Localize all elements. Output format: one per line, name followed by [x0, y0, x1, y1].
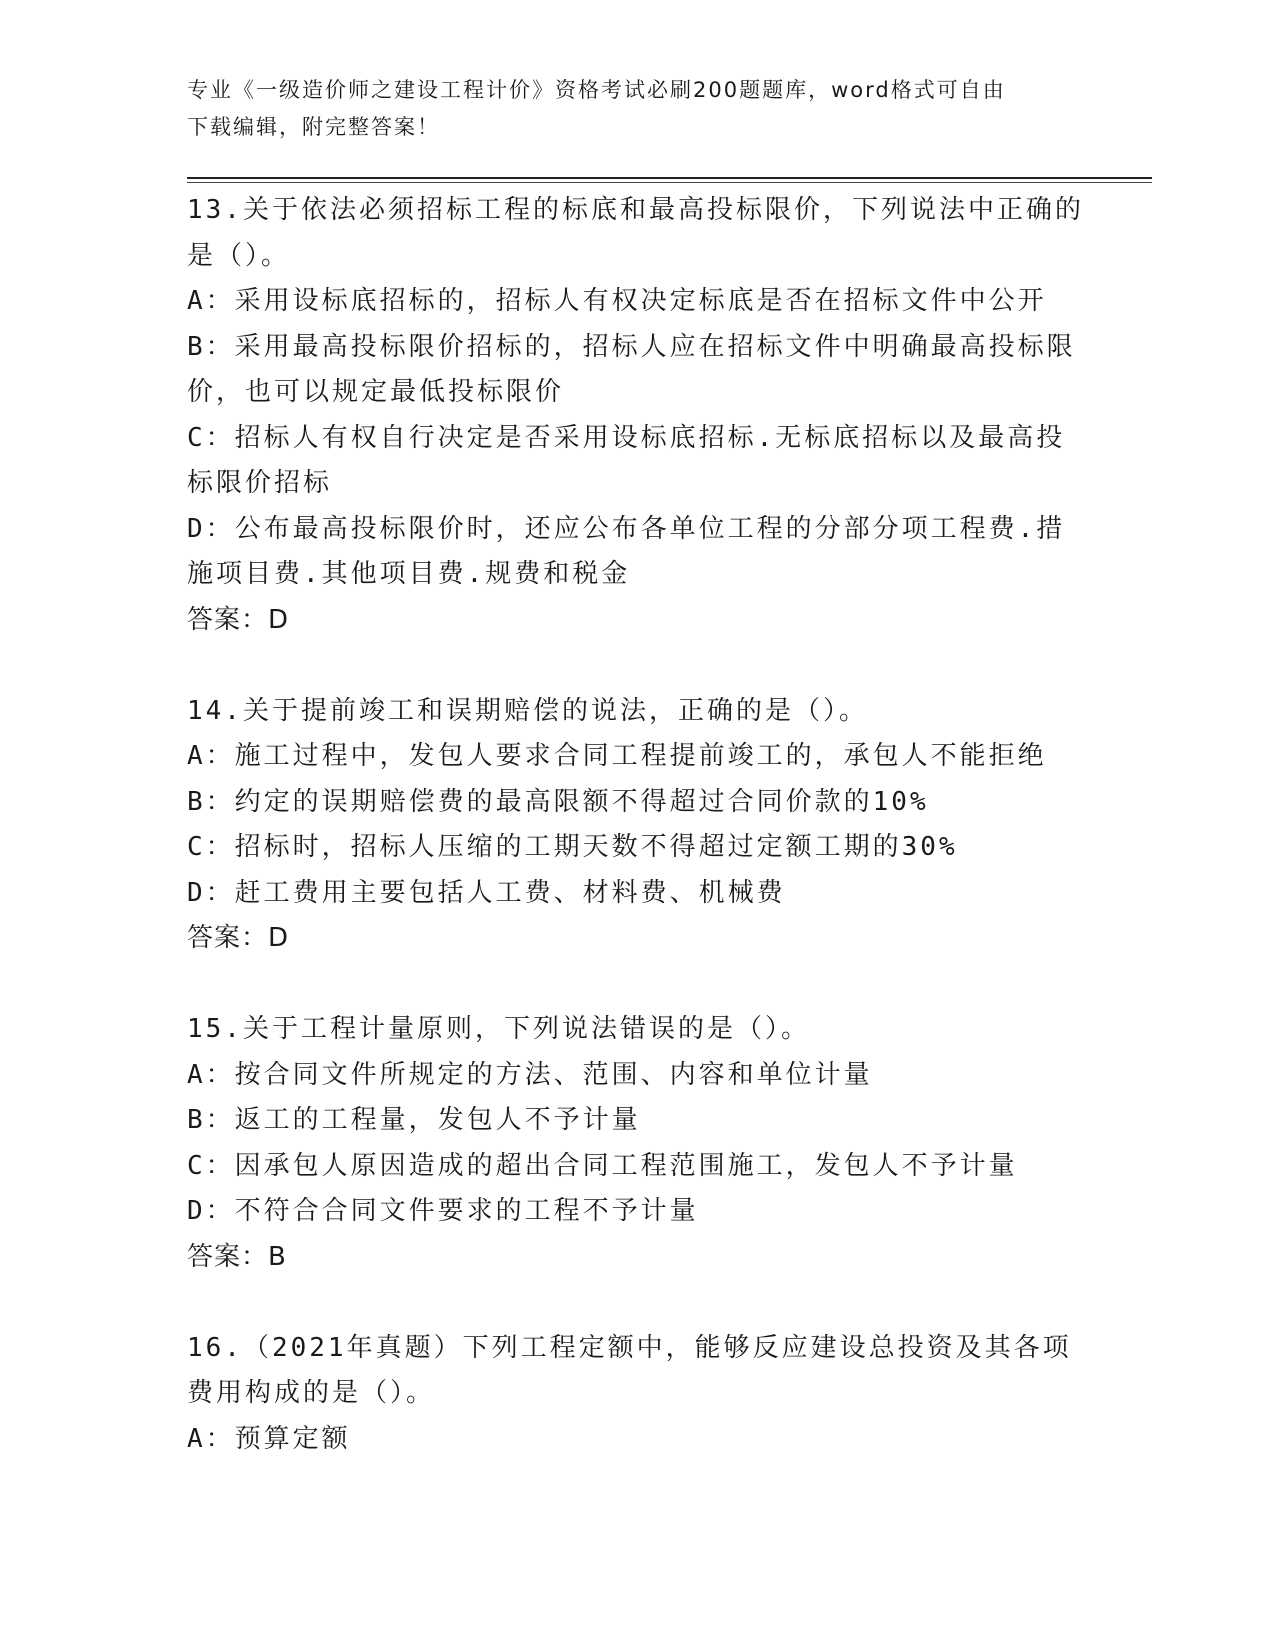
option-d: D：赶工费用主要包括人工费、材料费、机械费	[187, 877, 786, 908]
document-header	[187, 72, 1087, 146]
question-stem: 14.关于提前竣工和误期赔偿的说法，正确的是（）。	[187, 695, 868, 726]
option-b: B：约定的误期赔偿费的最高限额不得超过合同价款的10%	[187, 786, 929, 817]
option-a: A：预算定额	[187, 1423, 351, 1454]
option-c: C：招标人有权自行决定是否采用设标底招标.无标底招标以及最高投标限价招标	[187, 422, 1066, 498]
question-15	[187, 1007, 1087, 1280]
question-spacer	[187, 962, 1087, 1008]
header-intro-line-2: 下载编辑，附完整答案！	[187, 115, 440, 139]
option-d: D：不符合合同文件要求的工程不予计量	[187, 1196, 699, 1226]
question-stem: 13.关于依法必须招标工程的标底和最高投标限价，下列说法中正确的是（）。	[187, 195, 1084, 271]
option-a: A：采用设标底招标的，招标人有权决定标底是否在招标文件中公开	[187, 286, 1047, 316]
question-list	[187, 188, 1087, 1462]
question-stem: 15.关于工程计量原则，下列说法错误的是（）。	[187, 1014, 810, 1044]
option-a: A：施工过程中，发包人要求合同工程提前竣工的，承包人不能拒绝	[187, 741, 1047, 771]
answer-label: 答案：D	[187, 604, 290, 635]
question-16	[187, 1326, 1087, 1463]
question-spacer	[187, 643, 1087, 689]
option-a: A：按合同文件所规定的方法、范围、内容和单位计量	[187, 1059, 873, 1090]
question-spacer	[187, 1280, 1087, 1326]
option-b: B：采用最高投标限价招标的，招标人应在招标文件中明确最高投标限价，也可以规定最低投标限价	[187, 331, 1076, 407]
header-intro-line-1: 专业《一级造价师之建设工程计价》资格考试必刷200题题库，word格式可自由	[187, 78, 1006, 102]
answer-label: 答案：D	[187, 923, 290, 953]
answer-label: 答案：B	[187, 1241, 287, 1272]
option-c: C：因承包人原因造成的超出合同工程范围施工，发包人不予计量	[187, 1150, 1018, 1181]
option-c: C：招标时，招标人压缩的工期天数不得超过定额工期的30%	[187, 832, 958, 862]
header-divider-thick	[187, 177, 1152, 179]
option-b: B：返工的工程量，发包人不予计量	[187, 1105, 641, 1135]
header-divider-thin	[187, 182, 1152, 183]
option-d: D：公布最高投标限价时，还应公布各单位工程的分部分项工程费.措施项目费.其他项目费.规费和税金	[187, 513, 1066, 589]
question-stem: 16.（2021年真题）下列工程定额中，能够反应建设总投资及其各项费用构成的是（）。	[187, 1332, 1072, 1408]
question-14	[187, 689, 1087, 962]
question-13	[187, 188, 1087, 643]
